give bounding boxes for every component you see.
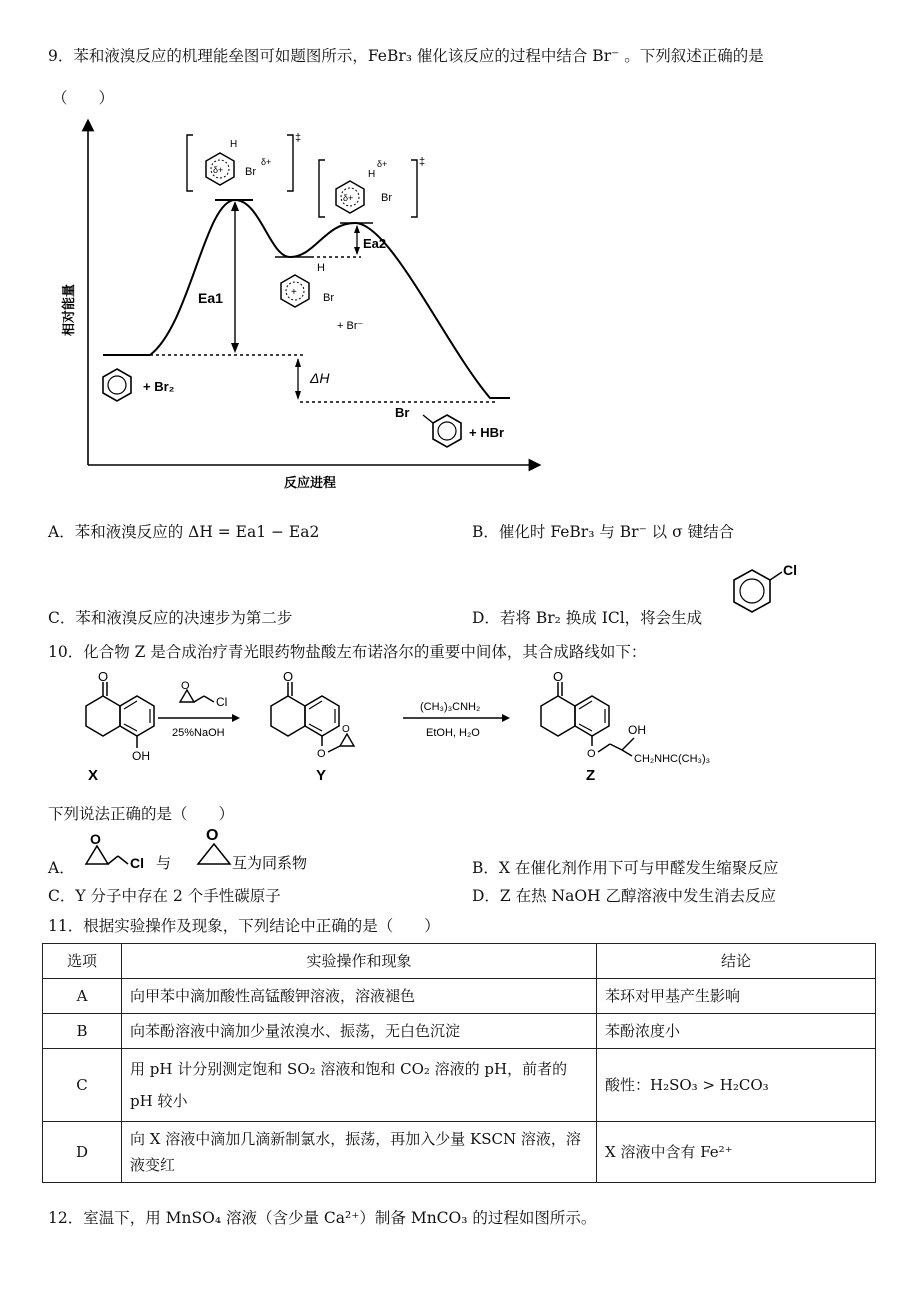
svg-text:H: H (317, 262, 325, 274)
svg-text:+ HBr: + HBr (469, 425, 505, 440)
q10-option-c: C．Y 分子中存在 2 个手性碳原子 (48, 887, 281, 905)
svg-text:Br: Br (245, 166, 256, 178)
reagent2-amine: (CH₃)₃CNH₂ (420, 701, 481, 713)
q9-stem: 9．苯和液溴反应的机理能垒图可如题图所示，FeBr₃ 催化该反应的过程中结合 Br⁻ 。下列叙述正确的是 (48, 47, 764, 65)
energy-curve (103, 200, 510, 398)
svg-text:H: H (368, 169, 376, 180)
svg-text:OH: OH (132, 749, 150, 763)
q10-ask: 下列说法正确的是（ ） (48, 805, 235, 823)
y-axis-label: 相对能量 (61, 283, 76, 337)
x-axis-label: 反应进程 (283, 475, 337, 490)
q9-option-c: C．苯和液溴反应的决速步为第二步 (48, 609, 293, 627)
svg-text:CH₂NHC(CH₃)₃: CH₂NHC(CH₃)₃ (634, 753, 711, 765)
svg-text:+ Br₂: + Br₂ (143, 379, 175, 394)
q11-table (42, 943, 876, 1183)
svg-text:δ+: δ+ (213, 165, 224, 175)
svg-text:Br: Br (381, 192, 392, 204)
header-conclusion: 结论 (597, 944, 876, 979)
reactant-benzene (103, 369, 175, 401)
svg-text:O: O (342, 724, 350, 735)
svg-text:Z: Z (586, 767, 596, 784)
svg-text:O: O (181, 680, 190, 692)
svg-text:δ+: δ+ (377, 159, 388, 169)
svg-text:O: O (317, 748, 326, 760)
ea2-label: Ea2 (363, 236, 387, 251)
svg-text:O: O (283, 669, 294, 684)
svg-text:H: H (230, 139, 238, 150)
reagent1-conditions: 25%NaOH (172, 727, 225, 739)
svg-text:与: 与 (156, 854, 172, 872)
q9-option-d: D．若将 Br₂ 换成 ICl，将会生成 (472, 609, 703, 627)
table-header-row (43, 944, 876, 979)
svg-text:Y: Y (316, 767, 327, 784)
table-row: D 向 X 溶液中滴加几滴新制氯水，振荡，再加入少量 KSCN 溶液，溶液变红 X 溶液中含有 Fe²⁺ (43, 1122, 876, 1183)
reagent2-conditions: EtOH, H₂O (426, 727, 480, 739)
q9-option-b: B．催化时 FeBr₃ 与 Br⁻ 以 σ 键结合 (472, 523, 735, 541)
compound-y (271, 669, 354, 784)
svg-text:O: O (206, 827, 219, 844)
svg-text:δ+: δ+ (261, 157, 272, 167)
svg-text:‡: ‡ (295, 132, 302, 144)
synthesis-route (48, 668, 808, 798)
epichlorohydrin-reagent (180, 680, 227, 709)
energy-profile-diagram (55, 115, 555, 500)
svg-text:互为同系物: 互为同系物 (232, 854, 308, 872)
svg-text:OH: OH (628, 723, 646, 737)
product-bromobenzene (395, 405, 504, 447)
svg-text:‡: ‡ (419, 156, 426, 168)
header-option: 选项 (43, 944, 122, 979)
q10-option-d: D．Z 在热 NaOH 乙醇溶液中发生消去反应 (472, 887, 777, 905)
compound-x (86, 669, 154, 784)
q11-stem: 11．根据实验操作及现象，下列结论中正确的是（ ） (48, 917, 440, 935)
sigma-complex-intermediate (281, 262, 363, 332)
transition-state-1 (187, 132, 301, 191)
table-row: B 向苯酚溶液中滴加少量浓溴水、振荡，无白色沉淀 苯酚浓度小 (43, 1014, 876, 1049)
svg-text:+: + (291, 287, 297, 298)
table-row: C 用 pH 计分别测定饱和 SO₂ 溶液和饱和 CO₂ 溶液的 pH，前者的 pH 较小 酸性：H₂SO₃ > H₂CO₃ (43, 1049, 876, 1122)
svg-text:Cl: Cl (216, 695, 228, 709)
svg-text:O: O (98, 669, 109, 684)
q10-stem: 10．化合物 Z 是合成治疗青光眼药物盐酸左布诺洛尔的重要中间体，其合成路线如下： (48, 643, 647, 661)
table-row: A 向甲苯中滴加酸性高锰酸钾溶液，溶液褪色 苯环对甲基产生影响 (43, 979, 876, 1014)
q10-option-a-structures (80, 826, 308, 876)
svg-text:O: O (587, 748, 596, 760)
svg-text:Br: Br (395, 405, 410, 420)
svg-text:X: X (88, 767, 99, 784)
svg-text:+ Br⁻: + Br⁻ (337, 320, 364, 332)
svg-text:O: O (553, 669, 564, 684)
ea1-label: Ea1 (198, 290, 223, 306)
q10-option-a: A． (48, 859, 75, 877)
chlorobenzene-structure (716, 558, 806, 626)
q9-answer-paren: （ ） (52, 89, 115, 107)
svg-text:Br: Br (323, 292, 334, 304)
q10-option-b: B．X 在催化剂作用下可与甲醛发生缩聚反应 (472, 859, 779, 877)
svg-text:O: O (90, 831, 101, 847)
header-operation: 实验操作和现象 (122, 944, 597, 979)
svg-text:Cl: Cl (783, 562, 797, 578)
svg-text:Cl: Cl (130, 855, 144, 871)
transition-state-2 (319, 156, 425, 217)
q9-option-a: A．苯和液溴反应的 ΔH = Ea1 − Ea2 (48, 523, 320, 541)
q12-stem: 12．室温下，用 MnSO₄ 溶液（含少量 Ca²⁺）制备 MnCO₃ 的过程如图所示。 (48, 1209, 597, 1227)
svg-text:δ+: δ+ (343, 193, 354, 203)
compound-z (541, 669, 710, 784)
delta-h-label: ΔH (310, 370, 330, 386)
